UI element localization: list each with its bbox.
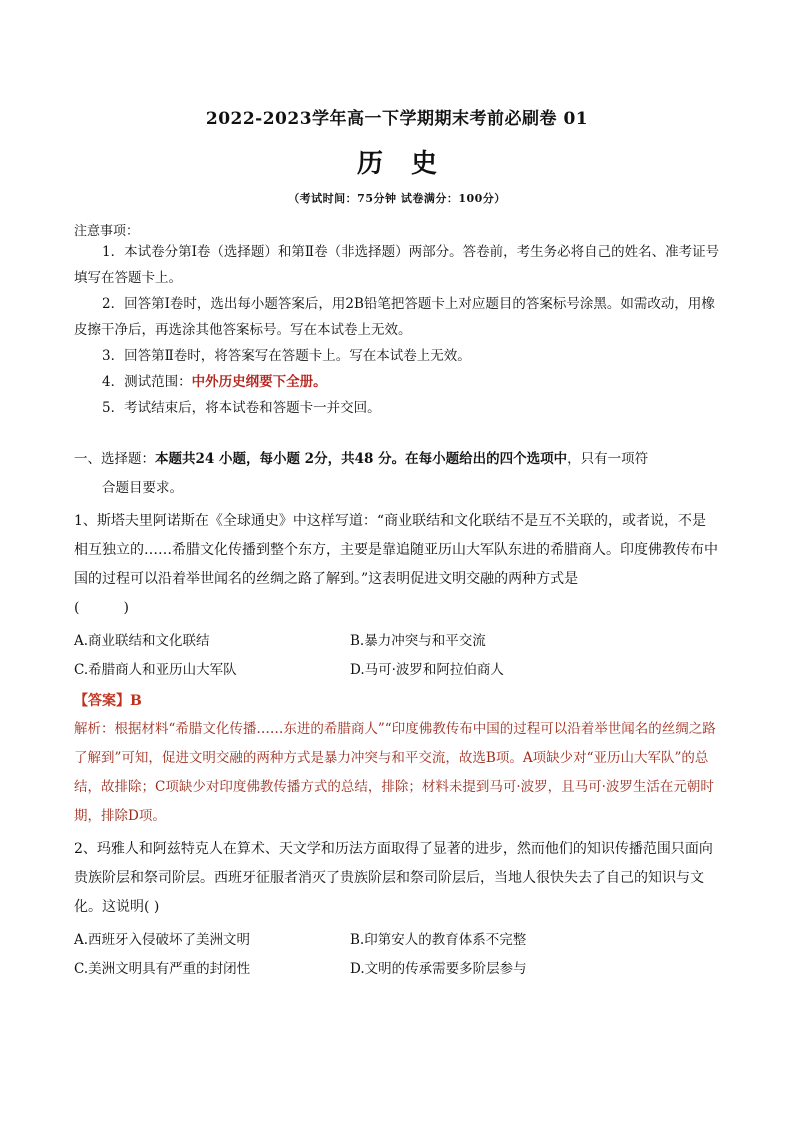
notice-item-1: 1．本试卷分第Ⅰ卷（选择题）和第Ⅱ卷（非选择题）两部分。答卷前，考生务必将自己的姓名、准考证号填写在答题卡上。: [74, 244, 720, 286]
subject-title: 历史: [356, 149, 465, 179]
question-1-analysis: 解析：根据材料“希腊文化传播……东进的希腊商人”“印度佛教传布中国的过程可以沿着举世闻名的丝绸之路了解到”可知，促进文明交融的两种方式是暴力冲突与和平交流，故选B项。A项缺少对“亚历山大军队”的总结，故排除；C项缺少对印度佛教传播方式的总结，排除；材料未提到马可·波罗，且马可·波罗生活在元朝时期，排除D项。: [74, 721, 716, 824]
question-2-option-c: C.美洲文明具有严重的封闭性: [74, 961, 251, 977]
notice-item-3: 3．回答第Ⅱ卷时，将答案写在答题卡上。写在本试卷上无效。: [102, 348, 471, 364]
notice-item-5: 5．考试结束后，将本试卷和答题卡一并交回。: [102, 400, 381, 416]
exam-meta: （考试时间：75分钟 试卷满分：100分）: [288, 192, 506, 205]
question-1: [74, 507, 720, 623]
section-desc-b: 四个选项中: [499, 451, 568, 467]
question-2-option-a: A.西班牙入侵破坏了美洲文明: [74, 932, 251, 948]
exam-title: 2022-2023学年高一下学期期末考前必刷卷 01: [205, 109, 589, 129]
question-2-stem: 2、玛雅人和阿兹特克人在算术、天文学和历法方面取得了显著的进步，然而他们的知识传播范围只面向贵族阶层和祭司阶层。西班牙征服者消灭了贵族阶层和祭司阶层后，当地人很快失去了自己的知识与文化。这说明( ): [74, 841, 713, 915]
question-2-options: [74, 926, 720, 984]
section-desc-a: 本题共24 小题，每小题 2分，共48 分。在每小题给出的: [155, 451, 500, 467]
question-1-paren-close: ): [123, 600, 129, 616]
question-2: [74, 835, 720, 922]
question-1-option-c: C.希腊商人和亚历山大军队: [74, 662, 237, 678]
question-1-option-a: A.商业联结和文化联结: [74, 633, 210, 649]
notice-heading: 注意事项：: [74, 224, 140, 239]
section-desc-d: 合题目要求。: [102, 480, 183, 496]
test-range: 中外历史纲要下全册。: [191, 374, 327, 390]
question-1-options: [74, 627, 720, 685]
question-2-option-d: D.文明的传承需要多阶层参与: [350, 961, 527, 977]
section-desc-c: ，只有一项符: [567, 451, 649, 467]
question-1-answer: 【答案】B: [74, 693, 142, 709]
question-1-option-b: B.暴力冲突与和平交流: [350, 633, 486, 649]
notice-item-2: 2．回答第Ⅰ卷时，选出每小题答案后，用2B铅笔把答题卡上对应题目的答案标号涂黑。如需改动，用橡皮擦干净后，再选涂其他答案标号。写在本试卷上无效。: [74, 296, 715, 338]
section-heading: [74, 445, 720, 503]
notice-item-4-prefix: 4．测试范围：: [102, 374, 192, 390]
section-title: 一、选择题：: [74, 451, 155, 467]
question-1-stem: 1、斯塔夫里阿诺斯在《全球通史》中这样写道：“商业联结和文化联结不是互不关联的，或者说，不是相互独立的……希腊文化传播到整个东方，主要是靠追随亚历山大军队东进的希腊商人。印度佛教传布中国的过程可以沿着举世闻名的丝绸之路了解到。”这表明促进文明交融的两种方式是: [74, 513, 718, 587]
question-1-paren-open: (: [74, 600, 80, 616]
question-1-option-d: D.马可·波罗和阿拉伯商人: [350, 662, 504, 678]
question-2-option-b: B.印第安人的教育体系不完整: [350, 932, 527, 948]
notice-item-4: [74, 369, 720, 395]
